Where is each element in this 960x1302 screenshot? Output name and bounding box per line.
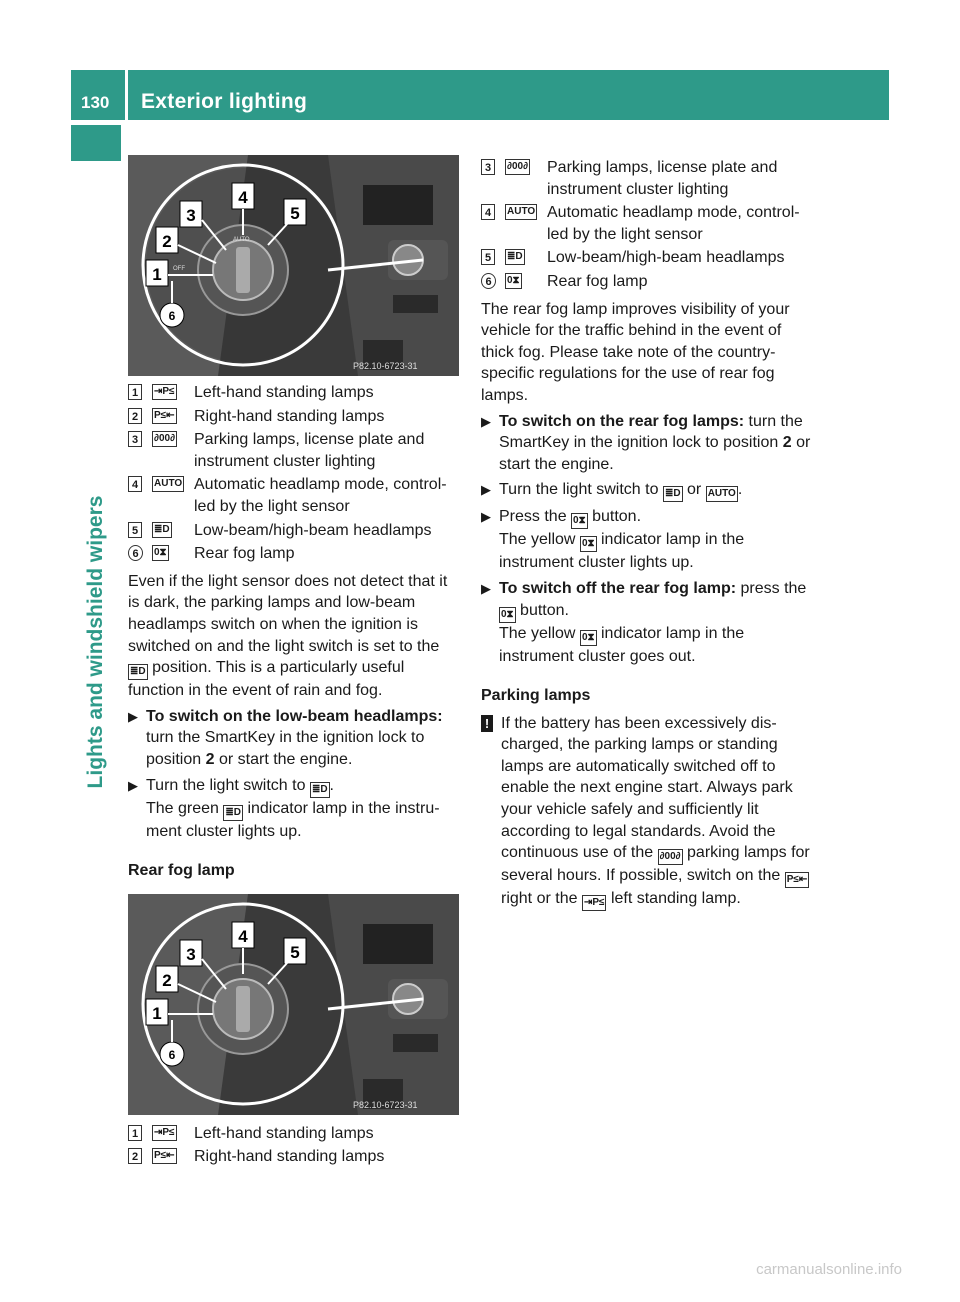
auto-icon: AUTO [706,486,738,502]
legend-item: 3 ∂00∂ Parking lamps, license plate and instrument cluster lighting [128,429,459,472]
header-divider [125,70,128,120]
heading-parking-lamps: Parking lamps [481,687,591,705]
legend-item: 5 ≣D Low-beam/high-beam headlamps [128,520,459,542]
paragraph-rear-fog: The rear fog lamp improves visibility of your vehicle for the traffic behind in the event of thick fog. Please take note of the country-specific regulations for the use of rear fog lamps. [481,300,790,404]
rear-fog-icon: 0⧗ [580,536,597,552]
svg-text:2: 2 [162,970,172,990]
legend-item: 4 AUTO Automatic headlamp mode, control-led by the light sensor [481,202,812,245]
auto-icon: AUTO [505,204,537,220]
callout-5: 5 [290,204,300,223]
callout-1: 1 [152,265,162,284]
legend-item: 3 ∂00∂ Parking lamps, license plate and instrument cluster lighting [481,157,812,200]
legend-b [128,1123,459,1168]
legend-item: 1 ⇥P≤ Left-hand standing lamps [128,382,459,404]
svg-text:3: 3 [186,944,196,964]
standing-lamp-right-icon: P≤⇤ [152,408,177,424]
figure-code: P82.10-6723-31 [353,361,418,371]
auto-icon: AUTO [152,476,184,492]
low-beam-icon: ≣D [663,486,683,502]
arrow-icon: ▶ [481,580,491,596]
page-number: 130 [81,93,110,112]
legend-item: 6 0⧗ Rear fog lamp [128,543,459,565]
svg-text:6: 6 [168,1047,176,1062]
light-switch-figure-2 [128,894,459,1115]
callout-4: 4 [238,188,248,207]
legend-item: 1 ⇥P≤ Left-hand standing lamps [128,1123,459,1145]
switch-label-off: OFF [173,266,185,272]
rear-fog-icon: 0⧗ [505,273,522,289]
low-beam-icon: ≣D [223,805,243,821]
svg-text:P82.10-6723-31: P82.10-6723-31 [353,1099,418,1110]
right-column [481,157,812,911]
standing-lamp-right-icon: P≤⇤ [785,872,810,888]
standing-lamp-right-icon: P≤⇤ [152,1148,177,1164]
legend-a [128,382,459,565]
legend-item: 5 ≣D Low-beam/high-beam headlamps [481,247,812,269]
warning-note: ! If the battery has been excessively dis-charged, the parking lamps or standing lamps are automatically switched off to enable the next engine start. Always park your vehicle safely and sufficiently lit according to legal standards. Avoid the continuous use of the ∂00∂ parking lamps for several hours. If possible, switch on the P≤⇤ right or the ⇥P≤ left standing lamp. [481,713,812,912]
parking-lamp-icon: ∂00∂ [152,431,177,447]
arrow-icon: ▶ [128,708,138,724]
svg-text:4: 4 [238,926,248,946]
low-beam-icon: ≣D [310,782,330,798]
svg-text:5: 5 [290,942,300,962]
low-beam-icon: ≣D [505,249,525,265]
light-switch-illustration [128,894,459,1115]
legend-item: 2 P≤⇤ Right-hand standing lamps [128,1146,459,1168]
step-turn-switch: ▶ Turn the light switch to ≣D . The green ≣D indicator lamp in the instru-ment cluster lights up. [128,776,440,840]
arrow-icon: ▶ [128,777,138,793]
rear-fog-icon: 0⧗ [571,513,588,529]
svg-text:1: 1 [152,1003,162,1023]
step-fog-turn: ▶ Turn the light switch to ≣D or AUTO . [481,479,812,502]
page-title: Exterior lighting [141,90,308,113]
paragraph-light-sensor: Even if the light sensor does not detect that it is dark, the parking lamps and low-beam headlamps switch on when the ignition is switched on and the light switch is set to the ≣D position. This is a particularly useful function in the event of rain and fog. [128,572,448,700]
standing-lamp-left-icon: ⇥P≤ [582,895,607,911]
light-switch-figure [128,155,459,376]
switch-label-auto: AUTO [233,237,250,243]
step-fog-on: ▶ To switch on the rear fog lamps: turn the SmartKey in the ignition lock to position 2 or start the engine. [481,412,811,473]
left-column [128,155,459,1170]
rear-fog-icon: 0⧗ [499,607,516,623]
step-low-beam: ▶ To switch on the low-beam headlamps: turn the SmartKey in the ignition lock to position 2 or start the engine. [128,707,443,768]
rear-fog-icon: 0⧗ [152,545,169,561]
side-tab-marker [71,125,121,161]
arrow-icon: ▶ [481,413,491,429]
chapter-side-label: Lights and windshield wipers [84,495,107,789]
standing-lamp-left-icon: ⇥P≤ [152,384,177,400]
legend-item: 6 0⧗ Rear fog lamp [481,271,812,293]
rear-fog-icon: 0⧗ [580,630,597,646]
legend-c [481,157,812,293]
heading-rear-fog: Rear fog lamp [128,862,235,880]
parking-lamp-icon: ∂00∂ [505,159,530,175]
parking-lamp-icon: ∂00∂ [658,849,683,865]
low-beam-icon: ≣D [152,522,172,538]
legend-item: 2 P≤⇤ Right-hand standing lamps [128,406,459,428]
callout-3: 3 [186,206,196,225]
arrow-icon: ▶ [481,509,491,525]
arrow-icon: ▶ [481,482,491,498]
light-switch-illustration [128,155,459,376]
legend-item: 4 AUTO Automatic headlamp mode, control-led by the light sensor [128,474,459,517]
standing-lamp-left-icon: ⇥P≤ [152,1125,177,1141]
callout-2: 2 [162,232,172,251]
step-fog-press: ▶ Press the 0⧗ button. The yellow 0⧗ indicator lamp in the instrument cluster lights up. [481,508,745,572]
warning-icon: ! [481,715,493,732]
low-beam-icon: ≣D [128,664,148,680]
watermark: carmanualsonline.info [756,1261,902,1278]
page-header [71,70,889,120]
callout-6: 6 [168,309,176,323]
step-fog-off: ▶ To switch off the rear fog lamp: press the 0⧗ button. The yellow 0⧗ indicator lamp in the instrument cluster goes out. [481,579,807,665]
